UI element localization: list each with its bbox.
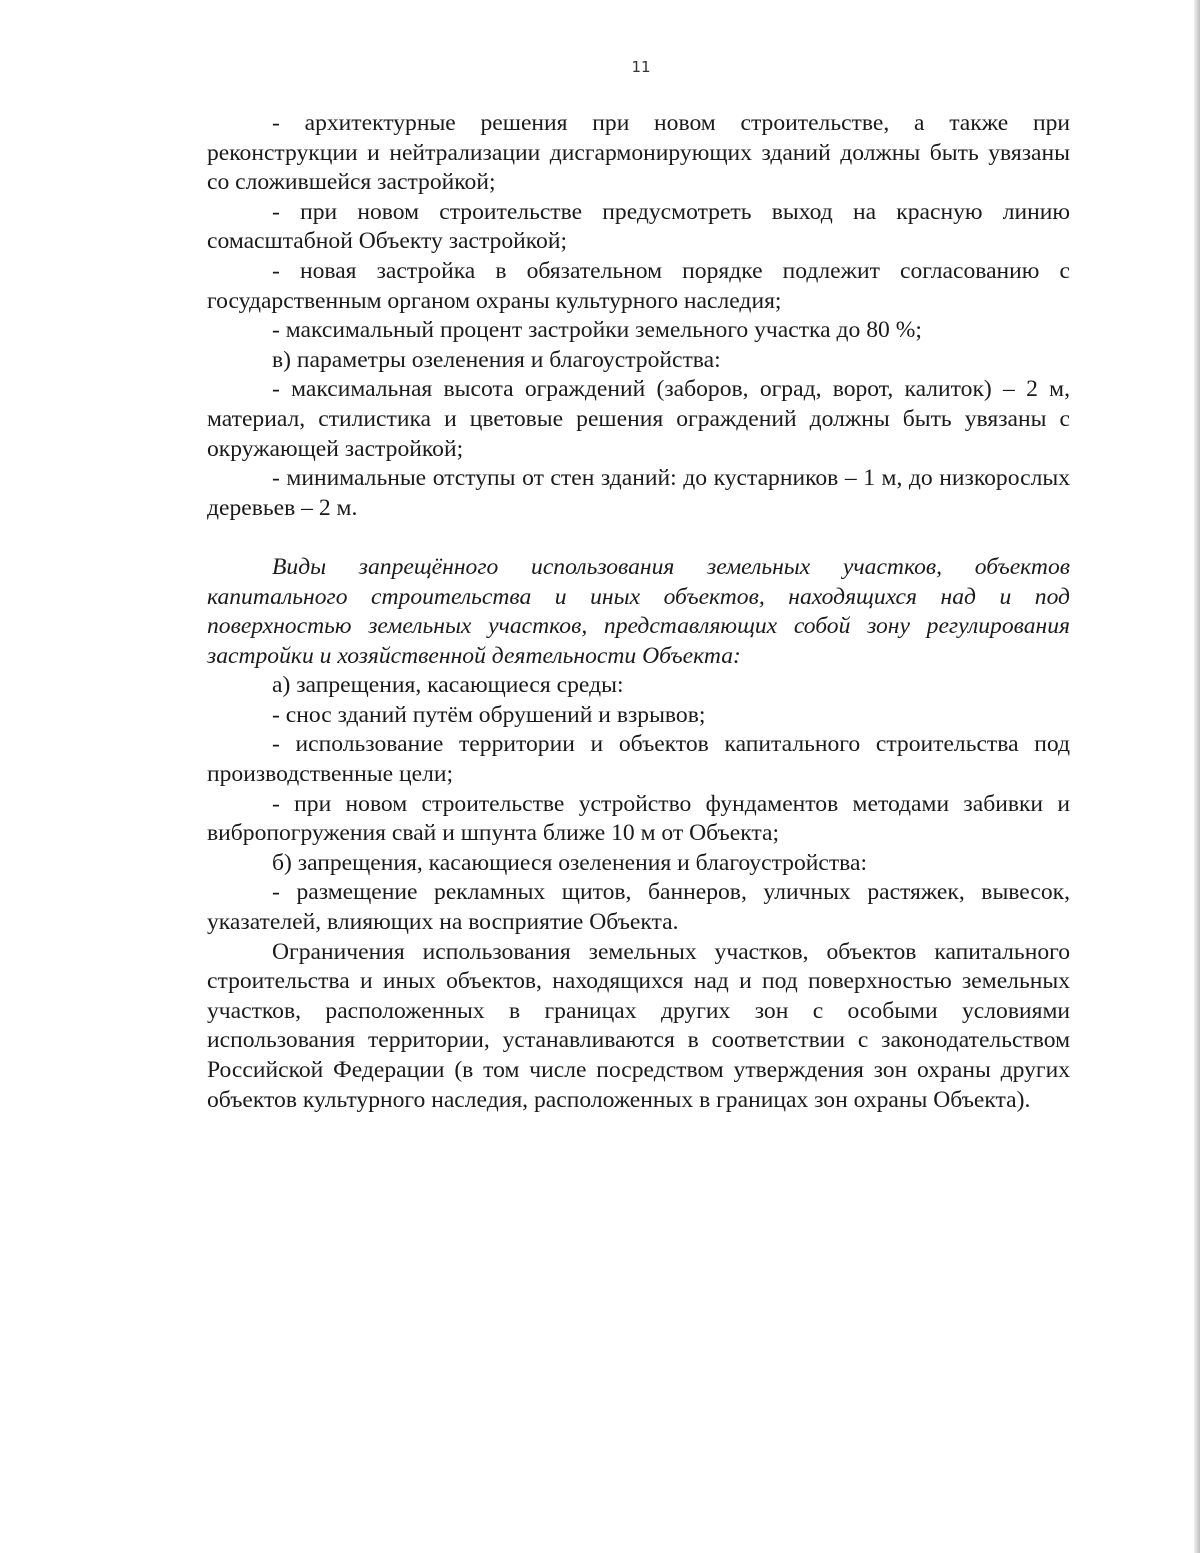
paragraph-industrial-use: - использование территории и объектов капитального строительства под производственные цели; — [207, 731, 1070, 788]
paragraph-advertising: - размещение рекламных щитов, баннеров, уличных растяжек, вывесок, указателей, влияющих на восприятие Объекта. — [207, 879, 1070, 936]
paragraph-landscaping-params-heading: в) параметры озеленения и благоустройства: — [272, 346, 721, 373]
paragraph-max-building-percent: - максимальный процент застройки земельного участка до 80 %; — [272, 317, 922, 344]
paragraph-other-zone-restrictions: Ограничения использования земельных участков, объектов капитального строительства и иных объектов, находящихся над и под поверхностью земельных участков, расположенных в границах других зон с особыми условиями использования территории, устанавливаются в соответствии с законодательством Российской Федерации (в том числе посредством утверждения зон охраны других объектов культурного наследия, расположенных в границах зон охраны Объекта). — [207, 938, 1070, 1113]
section-heading-prohibited-use: Виды запрещённого использования земельных участков, объектов капитального строительства и иных объектов, находящихся над и под поверхностью земельных участков, представляющих собой зону регулирования застройки и хозяйственной деятельности Объекта: — [207, 553, 1070, 669]
page-edge-shadow — [1194, 0, 1200, 1553]
document-body — [207, 109, 1070, 1115]
paragraph-fence-height: - максимальная высота ограждений (заборов, оград, ворот, калиток) – 2 м, материал, стилистика и цветовые решения ограждений должны быть увязаны с окружающей застройкой; — [207, 376, 1070, 462]
paragraph-foundations: - при новом строительстве устройство фундаментов методами забивки и вибропогружения свай и шпунта ближе 10 м от Объекта; — [207, 790, 1070, 847]
page-number: 11 — [631, 58, 651, 76]
paragraph-demolition: - снос зданий путём обрушений и взрывов; — [272, 701, 706, 728]
paragraph-approval: - новая застройка в обязательном порядке подлежит согласованию с государственным органом охраны культурного наследия; — [207, 257, 1070, 314]
paragraph-red-line: - при новом строительстве предусмотреть выход на красную линию сомасштабной Объекту застройкой; — [207, 198, 1070, 255]
paragraph-min-setbacks: - минимальные отступы от стен зданий: до кустарников – 1 м, до низкорослых деревьев – 2 м. — [207, 465, 1070, 521]
paragraph-landscaping-prohibitions-heading: б) запрещения, касающиеся озеленения и благоустройства: — [272, 849, 868, 876]
paragraph-architectural-solutions: - архитектурные решения при новом строительстве, а также при реконструкции и нейтрализации дисгармонирующих зданий должны быть увязаны со сложившейся застройкой; — [207, 110, 1070, 196]
paragraph-environment-prohibitions-heading: а) запрещения, касающиеся среды: — [272, 672, 624, 699]
